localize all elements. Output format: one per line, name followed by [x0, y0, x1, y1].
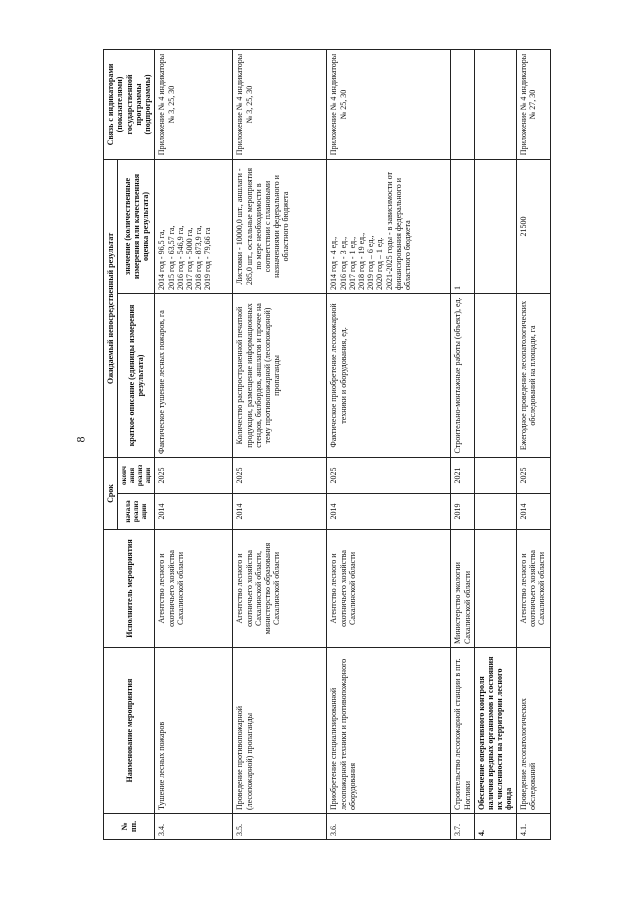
row-end: 2025 [516, 458, 550, 494]
header-term: Срок [104, 458, 118, 530]
row-executor: Агентство лесного и охотничьего хозяйства Сахалинской области [155, 530, 233, 648]
row-value: 2014 год - 4 ед., 2016 год - 3 ед., 2017 год - 1 ед., 2018 год - 19 ед., 2019 год – 6 ед., 2020 год – 1 ед. 2021-2025 годы - в зависимости от финансирования федерального и областного бюджета [327, 160, 451, 294]
header-link: Связь с индикаторами (показателями) государственной программы (подпрограммы) [104, 50, 155, 160]
row-no: 4.1. [516, 814, 550, 840]
table-row [155, 50, 233, 840]
row-no: 3.7. [451, 814, 474, 840]
row-executor: Агентство лесного и охотничьего хозяйства Сахалинской области [516, 530, 550, 648]
empty-cell [474, 494, 516, 530]
row-start: 2014 [516, 494, 550, 530]
row-value: 2014 год - 96,5 га, 2015 год - 63,57 га, 2016 год - 546,9 га, 2017 год - 5000 га, 2018 год - 873,9 га, 2019 год - 79,66 га [155, 160, 233, 294]
row-executor: Агентство лесного и охотничьего хозяйства Сахалинской области, министерство образования Сахалинской области [233, 530, 327, 648]
row-value: Листовки - 10000,0 шт., аншлаги - 285,0 шт., остальные мероприятия по мере необходимости в соответствии с плановыми назначениями федерального и областного бюджета [233, 160, 327, 294]
row-name: Проведение лесопатологических обследований [516, 648, 550, 814]
row-link: Приложение № 4 индикаторы № 3, 25, 30 [233, 50, 327, 160]
row-name: Проведение противопожарной (лесопожарной) пропаганды [233, 648, 327, 814]
row-name: Тушение лесных пожаров [155, 648, 233, 814]
row-link: Приложение № 4 индикаторы № 25, 30 [327, 50, 451, 160]
header-value: значение (количественные измерения или качественная оценка результата) [118, 160, 155, 294]
row-name: Строительство лесопожарной станции в пгт. Ноглики [451, 648, 474, 814]
table-row [327, 50, 451, 840]
header-no: № пп. [104, 814, 155, 840]
row-no: 3.4. [155, 814, 233, 840]
row-start: 2019 [451, 494, 474, 530]
row-no: 4. [474, 814, 516, 840]
empty-cell [474, 530, 516, 648]
row-end: 2025 [155, 458, 233, 494]
row-end: 2021 [451, 458, 474, 494]
table-row [516, 50, 550, 840]
row-no: 3.6. [327, 814, 451, 840]
row-desc: Строительно-монтажные работы (объект), ед. [451, 294, 474, 458]
row-link [451, 50, 474, 160]
header-desc: краткое описание (единицы измерения результата) [118, 294, 155, 458]
row-link: Приложение № 4 индикаторы № 27, 30 [516, 50, 550, 160]
row-desc: Фактическое приобретение лесопожарной техники и оборудования, ед. [327, 294, 451, 458]
measures-table [103, 49, 551, 840]
table-row [233, 50, 327, 840]
table-row [451, 50, 474, 840]
row-desc: Фактическое тушение лесных пожаров, га [155, 294, 233, 458]
rotated-table-container [103, 50, 593, 840]
header-name: Наименование мероприятия [104, 648, 155, 814]
row-link: Приложение № 4 индикаторы № 3, 25, 30 [155, 50, 233, 160]
row-end: 2025 [327, 458, 451, 494]
header-row-1 [104, 50, 118, 840]
row-desc: Количество распространенной печатной продукции, размещение информационных стендов, билбордов, аншлагов и прочее на тему противопожарной (лесопожарной) пропаганды [233, 294, 327, 458]
empty-cell [474, 294, 516, 458]
row-start: 2014 [155, 494, 233, 530]
page-number: 8 [73, 436, 88, 443]
row-value: 1 [451, 160, 474, 294]
header-start: начала реализ ации [118, 494, 155, 530]
row-value: 21500 [516, 160, 550, 294]
row-no: 3.5. [233, 814, 327, 840]
empty-cell [474, 50, 516, 160]
row-end: 2025 [233, 458, 327, 494]
row-executor: Министерство экологии Сахалинской области [451, 530, 474, 648]
row-name: Обеспечение оперативного контроля наличия вредных организмов и состояния их численности на территории лесного фонда [474, 648, 516, 814]
header-expected: Ожидаемый непосредственный результат [104, 160, 118, 458]
row-start: 2014 [327, 494, 451, 530]
empty-cell [474, 458, 516, 494]
row-desc: Ежегодное проведение лесопатологических обследований на площади, га [516, 294, 550, 458]
row-name: Приобретение специализированной лесопожарной техники и противопожарного оборудования [327, 648, 451, 814]
header-end: оконч ания реализ ации [118, 458, 155, 494]
empty-cell [474, 160, 516, 294]
section-row [474, 50, 516, 840]
header-executor: Исполнитель мероприятия [104, 530, 155, 648]
row-executor: Агентство лесного и охотничьего хозяйства Сахалинской области [327, 530, 451, 648]
row-start: 2014 [233, 494, 327, 530]
